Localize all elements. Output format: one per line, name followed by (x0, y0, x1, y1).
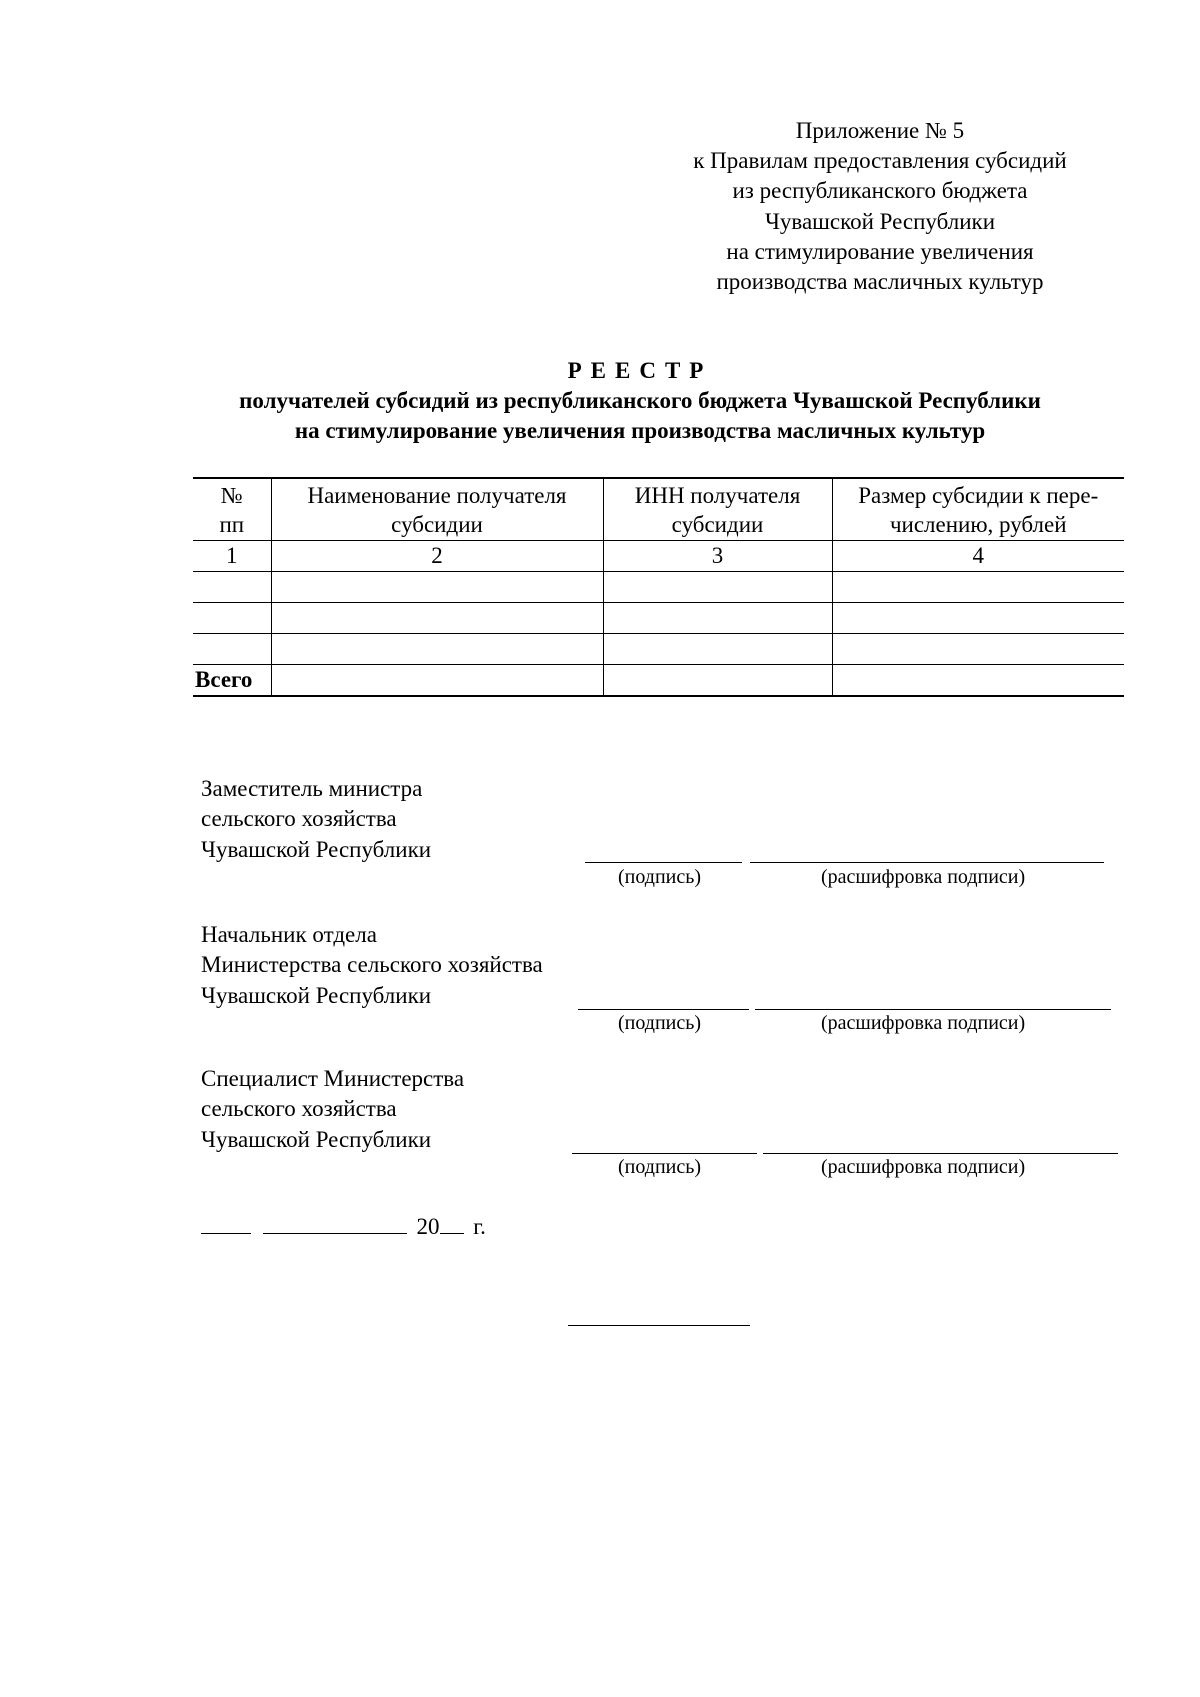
document-title (160, 356, 1120, 446)
signature-decoding-line (750, 862, 1104, 863)
column-number: 1 (193, 541, 271, 572)
table-cell (193, 603, 271, 634)
column-number: 2 (271, 541, 603, 572)
decoding-caption: (расшифровка подписи) (821, 866, 1026, 888)
table-row (193, 634, 1124, 665)
appendix-line: из республиканского бюджета (732, 178, 1028, 204)
signatory-title-line: сельского хозяйства (201, 1096, 397, 1122)
signature-block-department-head (201, 920, 1161, 1011)
signatory-title-line: Специалист Министерства (201, 1066, 465, 1091)
header-cell-subsidy-amount (832, 478, 1124, 541)
table-header-row (193, 478, 1124, 541)
day-blank (201, 1215, 251, 1234)
appendix-line: Чувашской Республики (764, 208, 996, 234)
signature-caption: (подпись) (618, 866, 702, 888)
signature-line (585, 862, 742, 863)
table-cell (832, 665, 1124, 697)
appendix-line: на стимулирование увеличения (726, 238, 1034, 264)
table-cell (603, 572, 832, 603)
signature-decoding-line (763, 1153, 1118, 1154)
column-number: 3 (603, 541, 832, 572)
decoding-caption: (расшифровка подписи) (821, 1156, 1026, 1178)
header-cell-inn (603, 478, 832, 541)
table-cell (271, 572, 603, 603)
header-text: пп (219, 511, 245, 537)
header-text: Наименование получателя (307, 482, 567, 508)
signatory-title-line: Министерства сельского хозяйства (201, 952, 543, 978)
appendix-line: Приложение № 5 (795, 118, 965, 143)
signatory-title-line: сельского хозяйства (201, 806, 397, 832)
signature-block-deputy-minister (201, 774, 1161, 865)
header-text: субсидии (671, 511, 764, 537)
signature-line (572, 1153, 757, 1154)
year-suffix: г. (473, 1214, 486, 1239)
header-text: субсидии (391, 511, 483, 537)
appendix-line: производства масличных культур (716, 269, 1044, 295)
header-text: Размер субсидии к пере- (858, 482, 1099, 508)
total-label: Всего (193, 665, 271, 697)
total-row (193, 665, 1124, 697)
signature-caption: (подпись) (618, 1156, 702, 1178)
bottom-separator-line (568, 1325, 750, 1326)
header-text: числению, рублей (889, 511, 1067, 537)
column-numbers-row (193, 541, 1124, 572)
column-number: 4 (832, 541, 1124, 572)
table-cell (832, 634, 1124, 665)
table-cell (271, 603, 603, 634)
registry-table (193, 477, 1124, 697)
table-row (193, 572, 1124, 603)
appendix-header (640, 116, 1120, 297)
signature-decoding-line (755, 1009, 1111, 1010)
date-line (201, 1214, 486, 1240)
title-line: на стимулирование увеличения производства масличных культур (294, 418, 986, 443)
header-text: № (220, 482, 243, 508)
table-row (193, 603, 1124, 634)
signatory-title-line: Заместитель министра (201, 776, 423, 801)
signatory-title-line: Чувашской Республики (201, 982, 432, 1008)
table-cell (271, 665, 603, 697)
title-main: РЕЕСТР (567, 358, 713, 383)
signatory-title-line: Начальник отдела (201, 922, 377, 947)
signature-block-specialist (201, 1064, 1161, 1155)
table-cell (603, 603, 832, 634)
table-cell (603, 634, 832, 665)
signatory-title-line: Чувашской Республики (201, 836, 432, 862)
table-cell (193, 634, 271, 665)
header-text: ИНН получателя (634, 482, 801, 508)
table-cell (603, 665, 832, 697)
appendix-line: к Правилам предоставления субсидий (693, 148, 1067, 174)
year-prefix: 20 (416, 1214, 440, 1239)
table-cell (832, 603, 1124, 634)
signatory-title-line: Чувашской Республики (201, 1126, 432, 1152)
month-blank (263, 1215, 407, 1234)
signature-line (578, 1009, 749, 1010)
title-line: получателей субсидий из республиканского бюджета Чувашской Республики (239, 388, 1041, 413)
year-blank (440, 1215, 464, 1234)
header-cell-number (193, 478, 271, 541)
signature-caption: (подпись) (618, 1012, 702, 1034)
table-cell (193, 572, 271, 603)
table-cell (271, 634, 603, 665)
header-cell-recipient-name (271, 478, 603, 541)
decoding-caption: (расшифровка подписи) (821, 1012, 1026, 1034)
table-cell (832, 572, 1124, 603)
